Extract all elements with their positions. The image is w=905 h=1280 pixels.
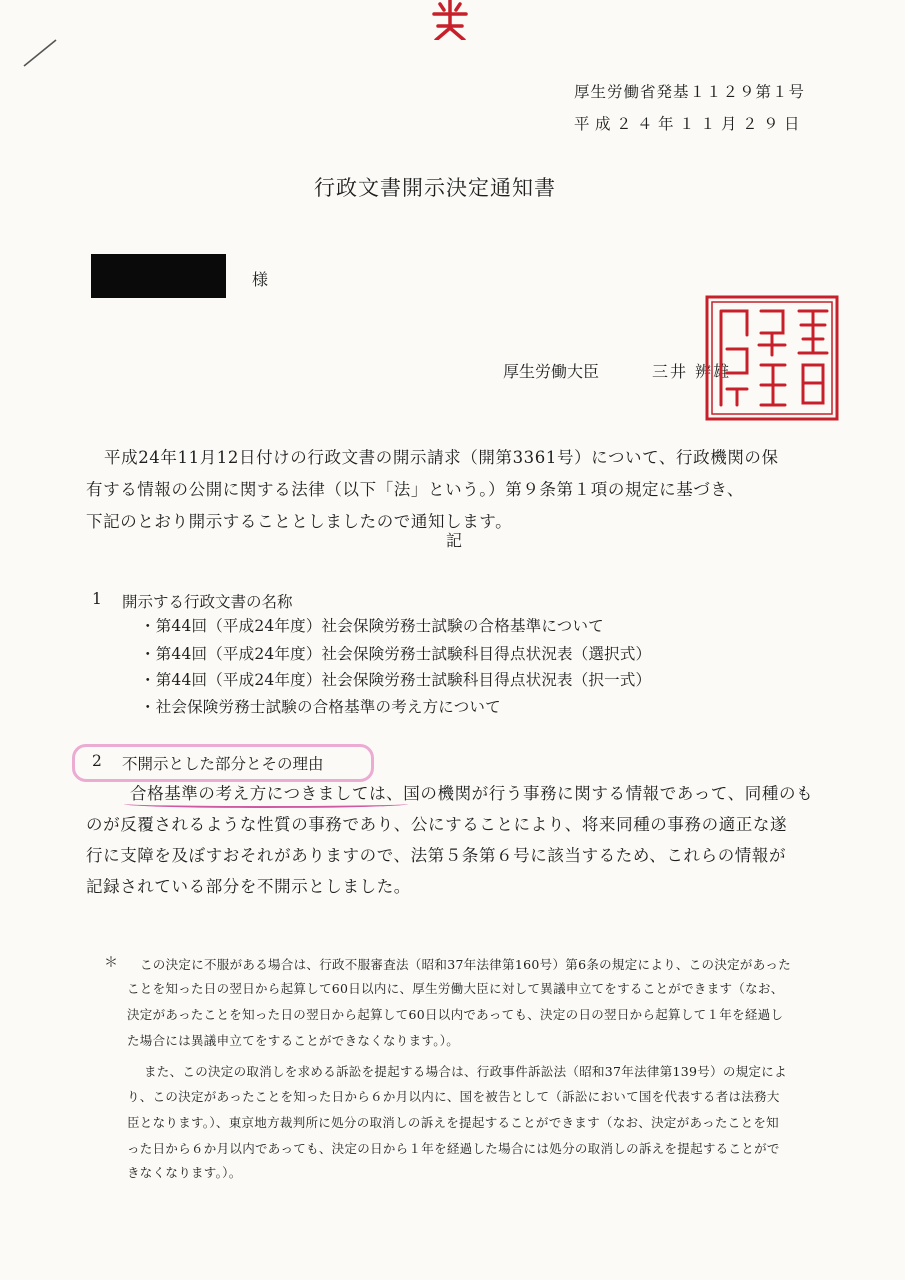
note-line-9: きなくなります。）。 [127,1165,242,1180]
list-item: ・社会保険労務士試験の合格基準の考え方について [140,698,501,716]
section-1-title: 開示する行政文書の名称 [122,593,293,611]
list-item: ・第44回（平成24年度）社会保険労務士試験の合格基準について [140,617,604,635]
note-line-2: ことを知った日の翌日から起算して60日以内に、厚生労働大臣に対して異議申立てをすることができます（なお、 [127,981,784,996]
section-2-title: 不開示とした部分とその理由 [122,755,324,773]
reason-line-4: 記録されている部分を不開示としました。 [86,877,411,896]
body-line-1: 平成24年11月12日付けの行政文書の開示請求（開第3361号）について、行政機関の保 [104,448,779,467]
document-date: 平成２４年１１月２９日 [574,115,806,133]
official-seal-icon [703,293,841,423]
note-line-6: り、この決定があったことを知った日から６か月以内に、国を被告として（訴訟において国を代表する者は法務大 [127,1089,780,1104]
document-title: 行政文書開示決定通知書 [314,176,556,200]
section-1-number: 1 [92,590,102,608]
section-2-number: 2 [92,752,102,770]
stamp-fragment-icon [420,0,480,40]
sender-name: 三井 辨雄 [652,362,732,381]
reason-line-1: 合格基準の考え方につきましては、国の機関が行う事務に関する情報であって、同種のも [130,784,814,803]
reason-line-2: のが反覆されるような性質の事務であり、公にすることにより、将来同種の事務の適正な遂 [86,815,788,834]
note-line-8: った日から６か月以内であっても、決定の日から１年を経過した場合には処分の取消しの訴えを提起することがで [127,1141,780,1156]
body-line-2: 有する情報の公開に関する法律（以下「法」という。）第９条第１項の規定に基づき、 [86,480,744,499]
note-line-1: この決定に不服がある場合は、行政不服審査法（昭和37年法律第160号）第6条の規定により、この決定があった [140,957,791,972]
list-item: ・第44回（平成24年度）社会保険労務士試験科目得点状況表（選択式） [140,645,652,663]
document-number: 厚生労働省発基１１２９第１号 [574,83,806,101]
note-line-7: 臣となります。）、東京地方裁判所に処分の取消しの訴えを提起することができます（なお、決定があったことを知 [127,1115,779,1130]
note-line-3: 決定があったことを知った日の翌日から起算して60日以内であっても、決定の日の翌日から起算して１年を経過し [127,1007,784,1022]
redacted-recipient-name [91,254,226,298]
note-line-4: た場合には異議申立てをすることができなくなります。）。 [127,1033,460,1048]
reason-line-3: 行に支障を及ぼすおそれがありますので、法第５条第６号に該当するため、これらの情報が [86,846,787,865]
note-line-5: また、この決定の取消しを求める訴訟を提起する場合は、行政事件訴訟法（昭和37年法律第139号）の規定によ [144,1064,787,1079]
sender-title: 厚生労働大臣 [503,362,600,381]
note-asterisk: ＊ [104,955,118,971]
slash-mark-icon [20,36,60,70]
recipient-honorific: 様 [252,270,269,289]
ki-heading: 記 [446,531,463,550]
body-line-3: 下記のとおり開示することとしましたので通知します。 [86,512,513,531]
list-item: ・第44回（平成24年度）社会保険労務士試験科目得点状況表（択一式） [140,671,652,689]
